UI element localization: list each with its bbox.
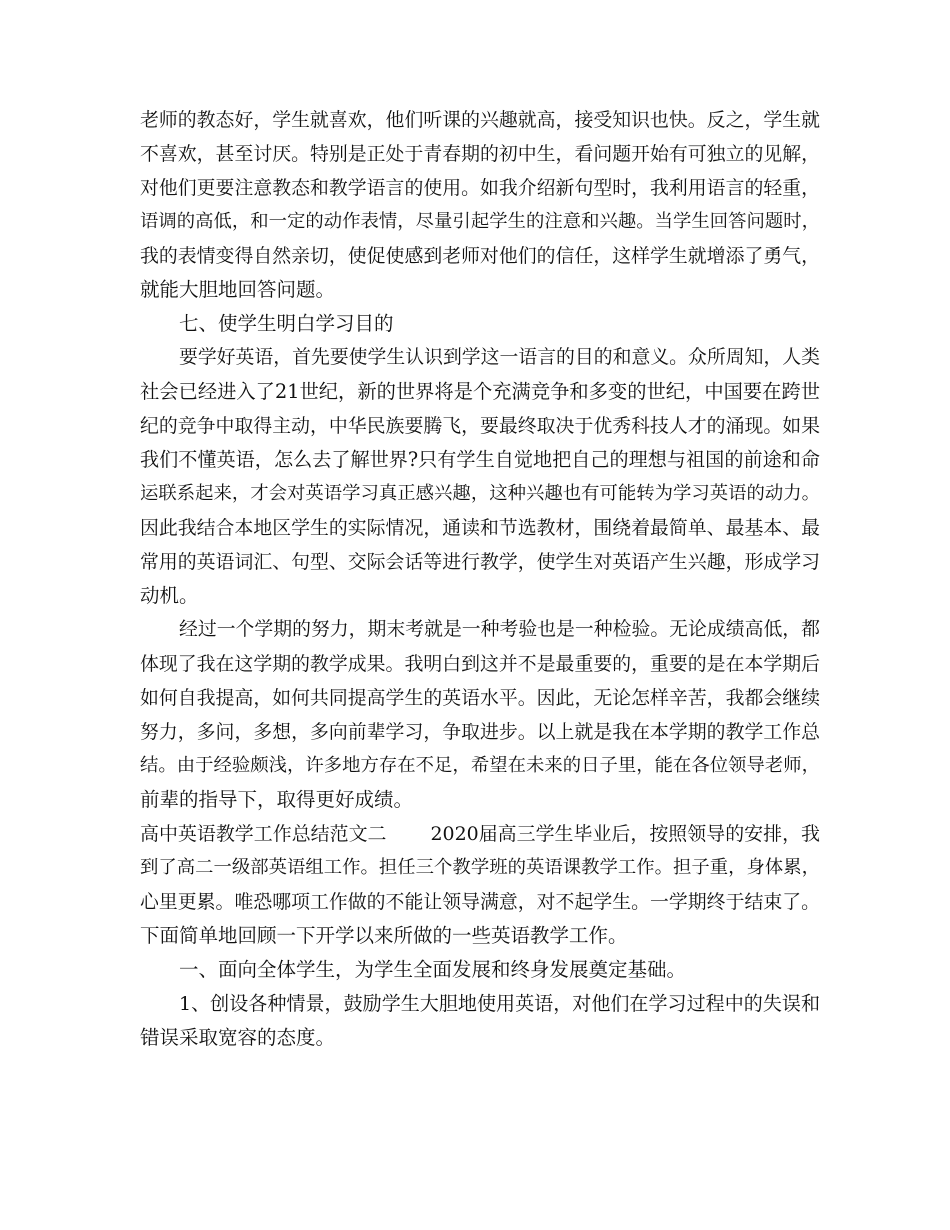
text-line: 对他们更要注意教态和教学语言的使用。如我介绍新句型时，我利用语言的轻重， — [140, 177, 820, 199]
text-line: 不喜欢，甚至讨厌。特别是正处于青春期的初中生，看问题开始有可独立的见解， — [140, 143, 820, 165]
text-line: 常用的英语词汇、句型、交际会话等进行教学，使学生对英语产生兴趣，形成学习 — [140, 551, 820, 573]
text-line: 心里更累。唯恐哪项工作做的不能让领导满意，对不起学生。一学期终于结束了。 — [140, 891, 820, 913]
text-line: 下面简单地回顾一下开学以来所做的一些英语教学工作。 — [140, 924, 628, 947]
text-line: 结。由于经验颇浅，许多地方存在不足，希望在未来的日子里，能在各位领导老师， — [140, 755, 820, 776]
text-line: 错误采取宽容的态度。 — [140, 1026, 336, 1049]
text-line: 努力，多问，多想，多向前辈学习，争取进步。以上就是我在本学期的教学工作总 — [140, 721, 820, 743]
text-line: 要学好英语，首先要使学生认识到学这一语言的目的和意义。众所周知，人类 — [179, 347, 820, 368]
text-line: 老师的教态好，学生就喜欢，他们听课的兴趣就高，接受知识也快。反之，学生就 — [140, 109, 820, 131]
text-line: 如何自我提高，如何共同提高学生的英语水平。因此，无论怎样辛苦，我都会继续 — [140, 687, 820, 709]
text-line: 到了高二一级部英语组工作。担任三个教学班的英语课教学工作。担子重，身体累， — [140, 857, 820, 878]
text-line: 1、创设各种情景，鼓励学生大胆地使用英语，对他们在学习过程中的失误和 — [179, 993, 820, 1015]
document-body — [140, 103, 820, 1055]
text-line: 经过一个学期的努力，期末考就是一种考验也是一种检验。无论成绩高低，都 — [179, 619, 820, 640]
text-line: 因此我结合本地区学生的实际情况，通读和节选教材，围绕着最简单、最基本、最 — [140, 517, 820, 539]
text-line: 纪的竞争中取得主动，中华民族要腾飞，要最终取决于优秀科技人才的涌现。如果 — [140, 415, 820, 437]
text-line: 我们不懂英语，怎么去了解世界?只有学生自觉地把自己的理想与祖国的前途和命 — [140, 448, 820, 471]
text-line: 高中英语教学工作总结范文二 2020届高三学生毕业后，按照领导的安排，我 — [140, 823, 820, 845]
text-line: 一、面向全体学生，为学生全面发展和终身发展奠定基础。 — [179, 958, 687, 981]
text-line: 体现了我在这学期的教学成果。我明白到这并不是最重要的，重要的是在本学期后 — [140, 653, 820, 675]
text-line: 语调的高低，和一定的动作表情，尽量引起学生的注意和兴趣。当学生回答问题时， — [140, 211, 820, 232]
text-line: 我的表情变得自然亲切，使促使感到老师对他们的信任，这样学生就增添了勇气， — [140, 245, 820, 267]
text-line: 动机。 — [140, 584, 199, 607]
text-line: 社会已经进入了21世纪，新的世界将是个充满竞争和多变的世纪，中国要在跨世 — [140, 380, 820, 403]
text-line: 就能大胆地回答问题。 — [140, 278, 336, 301]
text-line: 七、使学生明白学习目的 — [179, 312, 394, 335]
text-line: 前辈的指导下，取得更好成绩。 — [140, 788, 414, 811]
text-line: 运联系起来，才会对英语学习真正感兴趣，这种兴趣也有可能转为学习英语的动力。 — [140, 483, 820, 504]
